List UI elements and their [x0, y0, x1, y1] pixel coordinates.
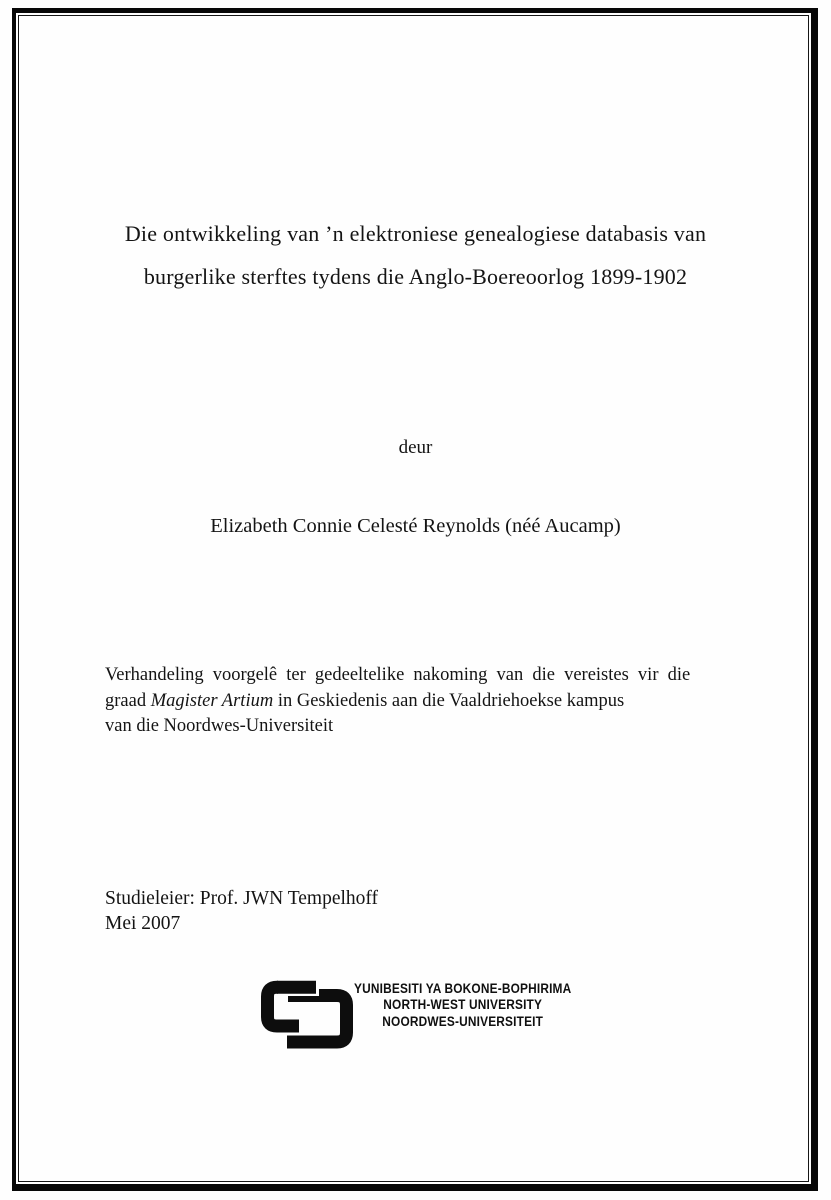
degree-line2-prefix: graad — [105, 690, 151, 711]
logo-text-afrikaans: NOORDWES-UNIVERSITEIT — [382, 1013, 544, 1029]
university-logo-text — [354, 981, 571, 1030]
logo-text-setswana: YUNIBESITI YA BOKONE-BOPHIRIMA — [354, 981, 572, 996]
logo-text-english: NORTH-WEST UNIVERSITY — [383, 997, 543, 1013]
degree-statement — [105, 663, 735, 740]
supervisor-line: Studieleier: Prof. JWN Tempelhoff — [105, 888, 379, 909]
thesis-title-line-2: burgerlike sterftes tydens die Anglo-Boereoorlog 1899-1902 — [143, 264, 688, 289]
thesis-title — [0, 212, 831, 298]
thesis-title-line-1: Die ontwikkeling van ’n elektroniese genealogiese databasis van — [124, 221, 707, 246]
degree-statement-line-3: van die Noordwes-Universiteit — [105, 716, 334, 736]
university-logo — [256, 977, 601, 1052]
supervisor-block — [105, 886, 378, 936]
degree-name-italic: Magister Artium — [150, 690, 274, 711]
date-line: Mei 2007 — [105, 913, 181, 934]
degree-statement-line-2 — [105, 689, 735, 715]
degree-line2-suffix: in Geskiedenis aan die Vaaldriehoekse kampus — [273, 690, 625, 711]
degree-statement-line-1: Verhandeling voorgelê ter gedeeltelike nakoming van die vereistes vir die — [105, 665, 691, 685]
author-name: Elizabeth Connie Celesté Reynolds (néé Aucamp) — [210, 515, 621, 537]
nwu-chain-links-icon — [256, 979, 356, 1052]
byline-deur: deur — [398, 437, 433, 458]
